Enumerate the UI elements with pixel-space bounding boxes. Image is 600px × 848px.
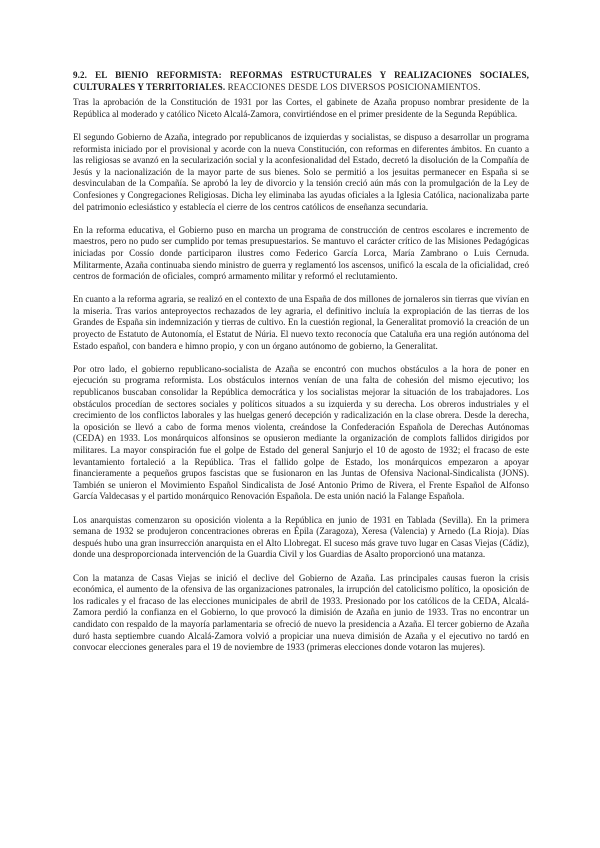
paragraph-agrarian-regional: En cuanto a la reforma agraria, se realizó en el contexto de una España de dos millones de jornaleros sin tierras que vivían en la miseria. Tras varios anteproyectos rechazados de ley agraria, el definitivo incluía la expropiación de las tierras de los Grandes de España sin indemnización y tierras de cultivo. En la cuestión regional, la Generalitat promovió la creación de un proyecto de Estatuto de Autonomía, el Estatut de Núria. El nuevo texto reconocía que Cataluña era una región autónoma del Estado español, con bandera e himno propio, y con un órgano autónomo de gobierno, la Generalitat. — [73, 294, 529, 351]
paragraph-decline: Con la matanza de Casas Viejas se inició el declive del Gobierno de Azaña. Las principales causas fueron la crisis económica, el aumento de la ofensiva de las organizaciones patronales, la irrupción del catolicismo político, la oposición de los radicales y el fracaso de las elecciones municipales de abril de 1933. Presionado por los católicos de la CEDA, Alcalá-Zamora perdió la confianza en el Gobierno, lo que provocó la dimisión de Azaña en junio de 1933. Tras no encontrar un candidato con respaldo de la mayoría parlamentaria se ofreció de nuevo la presidencia a Azaña. El tercer gobierno de Azaña duró hasta septiembre cuando Alcalá-Zamora volvió a propiciar una nueva dimisión de Azaña y el ejecutivo no tardó en convocar elecciones generales para el 19 de noviembre de 1933 (primeras elecciones donde votaron las mujeres). — [73, 572, 529, 653]
section-heading — [73, 70, 529, 93]
paragraph-constitution: Tras la aprobación de la Constitución de 1931 por las Cortes, el gabinete de Azaña propuso nombrar presidente de la República al moderado y católico Niceto Alcalá-Zamora, convirtiéndose en el primer presidente de la Segunda República. — [73, 97, 529, 119]
paragraph-education-military: En la reforma educativa, el Gobierno puso en marcha un programa de construcción de centros escolares e incremento de maestros, pero no pudo ser cumplido por temas presupuestarios. Se mantuvo el carácter crítico de las Misiones Pedagógicas iniciadas por Cossío donde participaron ilustres como Federico García Lorca, María Zambrano o Luis Cernuda. Militarmente, Azaña continuaba siendo ministro de guerra y reglamentó los ascensos, unificó la escala de la oficialidad, creó centros de formación de oficiales, compró armamento militar y reformó el reclutamiento. — [73, 224, 529, 282]
section-title: 9.2. EL BIENIO REFORMISTA: REFORMAS ESTRUCTURALES Y REALIZACIONES SOCIALES, CULTURALES Y TERRITORIALES. — [73, 70, 529, 92]
paragraph-anarchists: Los anarquistas comenzaron su oposición violenta a la República en junio de 1931 en Tablada (Sevilla). En la primera semana de 1932 se produjeron concentraciones obreras en Épila (Zaragoza), Xeresa (Valencia) y Arnedo (La Rioja). Días después hubo una gran insurrección anarquista en el Alto Llobregat. El suceso más grave tuvo lugar en Casas Viejas (Cádiz), donde una desproporcionada intervención de la Guardia Civil y los Guardias de Asalto proporcionó una matanza. — [73, 514, 529, 560]
paragraph-religious-reforms: El segundo Gobierno de Azaña, integrado por republicanos de izquierdas y socialistas, se dispuso a desarrollar un programa reformista iniciado por el provisional y acorde con la nueva Constitución, con reformas en diferentes ámbitos. En cuanto a las religiosas se avanzó en la secularización social y la aconfesionalidad del Estado, decretó la disolución de la Compañía de Jesús y la nacionalización de la mayor parte de sus bienes. Solo se permitió a los jesuitas permanecer en España si se desvinculaban de la Compañía. Se aprobó la ley de divorcio y la tensión creció aún más con la promulgación de la Ley de Confesiones y Congregaciones Religiosas. Dicha ley eliminaba las ayudas oficiales a la Iglesia Católica, nacionalizaba parte del patrimonio eclesiástico y establecía el cierre de los centros católicos de enseñanza secundaria. — [73, 131, 529, 212]
section-subtitle: REACCIONES DESDE LOS DIVERSOS POSICIONAMIENTOS. — [227, 81, 481, 92]
document-page — [73, 70, 529, 665]
paragraph-opposition: Por otro lado, el gobierno republicano-socialista de Azaña se encontró con muchos obstáculos a la hora de poner en ejecución su programa reformista. Los obstáculos internos venían de una falta de cohesión del mismo ejecutivo; los republicanos buscaban consolidar la República democrática y los socialistas mejorar la situación de los trabajadores. Los obstáculos procedían de sectores sociales y políticos situados a su izquierda y su derecha. Los obreros industriales y el crecimiento de los conflictos laborales y las huelgas generó decepción y radicalización en la clase obrera. Desde la derecha, la oposición se llevó a cabo de forma menos violenta, creándose la Confederación Española de Derechas Autónomas (CEDA) en 1933. Los monárquicos alfonsinos se opusieron mediante la organización de complots fallidos dirigidos por militares. La mayor conspiración fue el golpe de Estado del general Sanjurjo el 10 de agosto de 1932; el fracaso de este levantamiento fortaleció a la República. Tras el fallido golpe de Estado, los monárquicos empezaron a apoyar financieramente a pequeños grupos fascistas que se fusionaron en las Juntas de Ofensiva Nacional-Sindicalista (JONS). También se unieron el Movimiento Español Sindicalista de José Antonio Primo de Rivera, el Frente Español de Alfonso García Valdecasas y el partido monárquico Renovación Española. De esta unión nació la Falange Española. — [73, 363, 529, 502]
